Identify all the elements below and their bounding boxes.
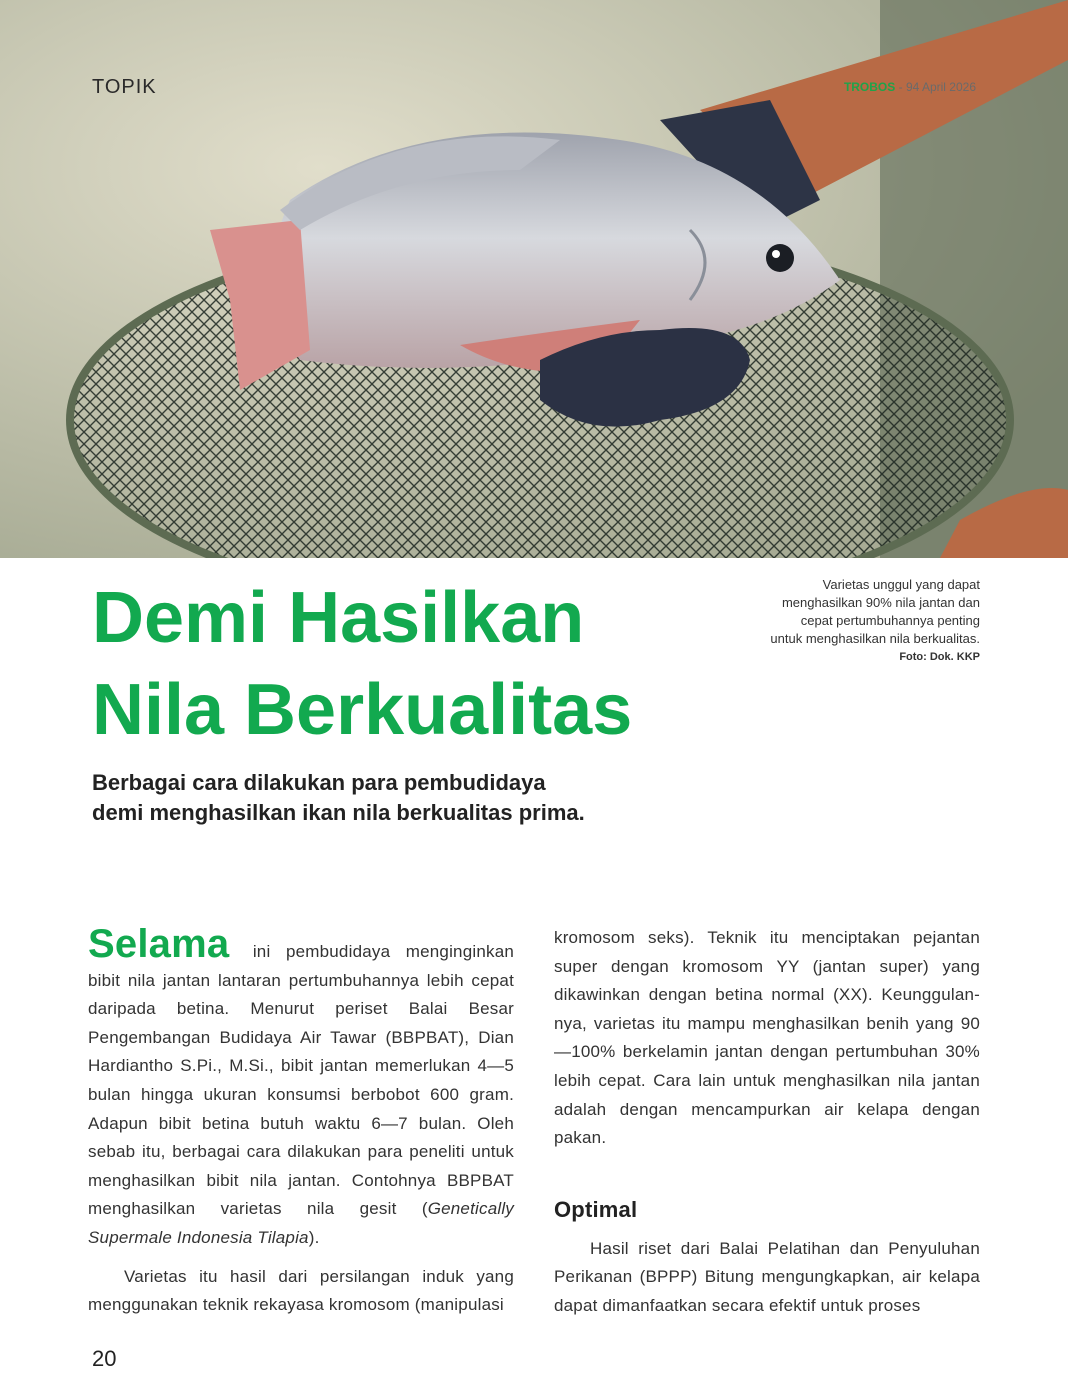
- caption-line-3: cepat pertumbuhannya penting: [800, 613, 980, 628]
- article-title: [92, 572, 712, 756]
- title-line-1: Demi Hasilkan: [92, 578, 585, 658]
- body-paragraph: Hasil riset dari Balai Pelatihan dan Penyuluhan Perikanan (BPPP) Bitung mengungkapkan, air kelapa dapat dimanfaatkan secara efektif untuk proses: [554, 1238, 980, 1315]
- paragraph-text: ini pembudidaya menginginkan bibit nila jantan lantaran pertumbuhannya lebih cepat daripada betina. Menurut periset Balai Besar Pengembangan Budidaya Air Tawar (BBPBAT), Dian Hardiantho S.Pi., M.Si., bibit jantan memerlukan 4—5 bulan hingga ukuran konsumsi berbobot 600 gram. Adapun bibit betina butuh waktu 6—7 bulan. Oleh sebab itu, berbagai cara dilakukan para peneliti untuk menghasilkan bibit nila jantan. Contohnya BBPBAT menghasilkan varietas nila gesit (: [88, 942, 514, 1219]
- title-line-2: Nila Berkualitas: [92, 670, 633, 750]
- subheading: Optimal: [554, 1196, 638, 1222]
- magazine-brand: TROBOS: [843, 80, 896, 94]
- issue-date: - 94 April 2026: [895, 80, 976, 94]
- body-column-left: [88, 924, 514, 1320]
- caption-line-1: Varietas unggul yang dapat: [822, 577, 980, 592]
- section-label: TOPIK: [92, 76, 157, 98]
- issue-label: [844, 80, 976, 94]
- body-paragraph: [88, 924, 514, 1253]
- photo-credit: Foto: Dok. KKP: [899, 651, 980, 663]
- photo-caption: [720, 576, 980, 666]
- body-paragraph: Varietas itu hasil dari persilangan induk yang menggunakan teknik rekayasa kromosom (manipulasi: [88, 1266, 514, 1315]
- lead-line-2: demi menghasilkan ikan nila berkualitas prima.: [92, 800, 585, 825]
- page-number: 20: [92, 1346, 117, 1371]
- paragraph-end: ).: [308, 1227, 320, 1247]
- body-column-right: [554, 924, 980, 1321]
- article-lead: [92, 768, 712, 828]
- italic-term: Genetically Supermale Indonesia Tilapia: [88, 1199, 514, 1247]
- caption-line-2: menghasilkan 90% nila jantan dan: [781, 595, 980, 610]
- body-paragraph: kromosom seks). Teknik itu menciptakan pejantan super dengan kromosom YY (jantan super) yang dikawinkan dengan betina normal (XX). Keunggulan-nya, varietas itu mampu menghasilkan benih yang 90—100% berkelamin jantan dengan pertumbuhan 30% lebih cepat. Cara lain untuk menghasilkan nila jantan adalah dengan mencampurkan air kelapa dengan pakan.: [554, 928, 980, 1148]
- lead-line-1: Berbagai cara dilakukan para pembudidaya: [92, 770, 546, 795]
- caption-line-4: untuk menghasilkan nila berkualitas.: [770, 631, 980, 646]
- drop-word: Selama: [88, 922, 230, 966]
- hero-photo: [0, 0, 1068, 558]
